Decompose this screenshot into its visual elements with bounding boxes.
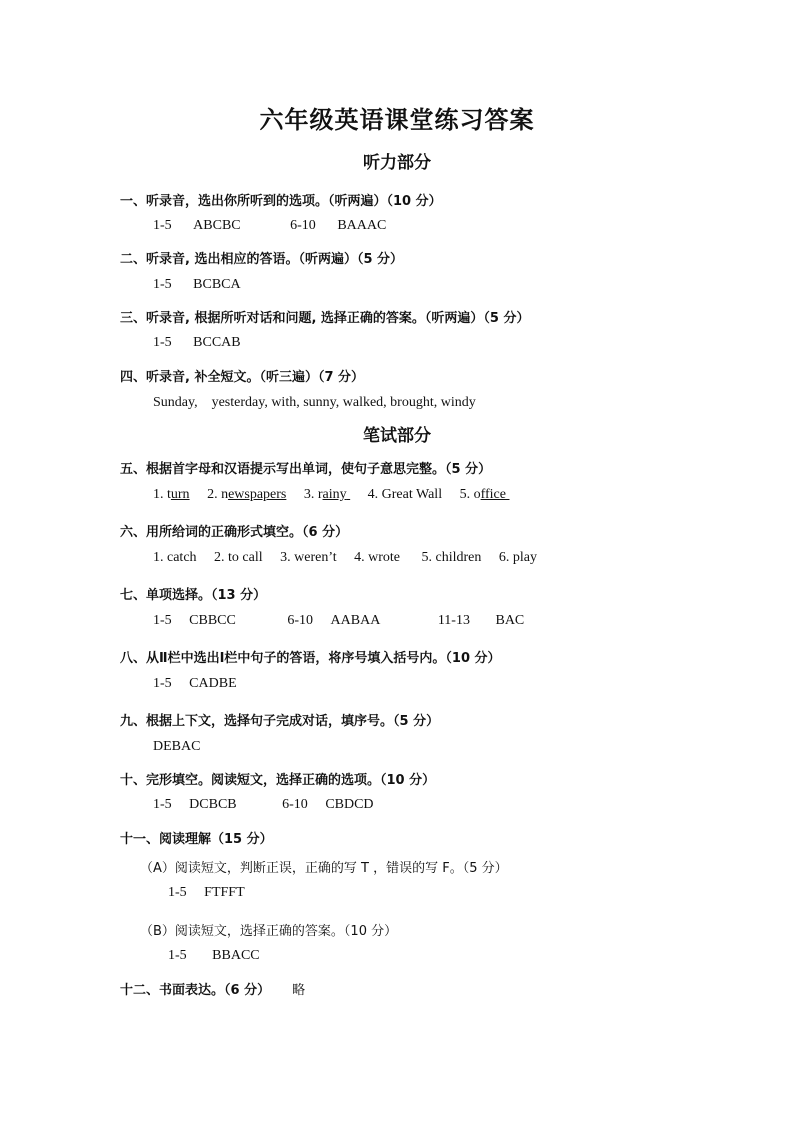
question-4-heading: 四、听录音, 补全短文。（听三遍）（7 分） (120, 370, 365, 385)
answer-value: FTFFT (204, 885, 245, 900)
question-11a-instruction: （A）阅读短文，判断正误，正确的写 T ，错误的写 F。（5 分） (140, 861, 508, 876)
answer-value: BCBCA (193, 277, 241, 292)
answer-item: 4. Great Wall (367, 487, 443, 502)
question-12-heading: 十二、书面表达。（6 分） 略 (120, 983, 306, 998)
answer-item: 3. weren’t (280, 550, 337, 565)
answer-value: DCBCB (189, 797, 237, 812)
question-2-answer (153, 277, 241, 293)
answer-range-label: 1-5 (168, 948, 187, 963)
writing-section-title: 笔试部分 (363, 426, 431, 446)
answer-value: BBACC (212, 948, 260, 963)
question-12-answer: 略 (292, 983, 306, 998)
question-7-heading: 七、单项选择。（13 分） (120, 588, 267, 603)
answer-range-label: 1-5 (153, 797, 172, 812)
answer-value: BAAAC (337, 218, 387, 233)
question-1-heading: 一、听录音，选出你所听到的选项。（听两遍）（10 分） (120, 194, 442, 209)
question-11b-answer (168, 948, 260, 964)
answer-value: BAC (495, 613, 525, 628)
answer-range-label: 6-10 (282, 797, 308, 812)
answer-range-label: 1-5 (153, 676, 172, 691)
question-11a-answer (168, 885, 245, 901)
answer-item: 6. play (498, 550, 538, 565)
question-11-heading: 十一、阅读理解（15 分） (120, 832, 273, 847)
answer-range-label: 1-5 (153, 335, 172, 350)
question-6-heading: 六、用所给词的正确形式填空。（6 分） (120, 525, 349, 540)
question-8-heading: 八、从Ⅱ栏中选出Ⅰ栏中句子的答语，将序号填入括号内。（10 分） (120, 651, 501, 666)
answer-range-label: 11-13 (437, 613, 470, 628)
listening-section-title: 听力部分 (363, 153, 431, 173)
question-8-answer (153, 676, 237, 692)
answer-item: 5. children (421, 550, 482, 565)
question-10-heading: 十、完形填空。阅读短文，选择正确的选项。（10 分） (120, 773, 436, 788)
question-9-answer: DEBAC (153, 739, 201, 754)
question-9-heading: 九、根据上下文，选择句子完成对话，填序号。（5 分） (120, 714, 440, 729)
answer-item: 1. catch (153, 550, 197, 565)
question-6-answer (153, 550, 537, 566)
question-10-answer (153, 797, 374, 813)
answer-range-label: 1-5 (168, 885, 187, 900)
answer-range-label: 6-10 (290, 218, 316, 233)
answer-value: ABCBC (193, 218, 241, 233)
answer-item: 3. rainy (303, 487, 347, 502)
answer-item: 2. to call (214, 550, 263, 565)
question-2-heading: 二、听录音, 选出相应的答语。（听两遍）（5 分） (120, 252, 404, 267)
answer-value: BCCAB (193, 335, 241, 350)
question-7-answer (153, 613, 524, 629)
question-5-heading: 五、根据首字母和汉语提示写出单词，使句子意思完整。（5 分） (120, 462, 492, 477)
question-5-answer (153, 487, 509, 503)
answer-range-label: 1-5 (153, 613, 172, 628)
answer-item: 5. office (459, 487, 506, 502)
answer-item: 4. wrote (354, 550, 401, 565)
question-3-answer (153, 335, 241, 351)
answer-range-label: 6-10 (287, 613, 314, 628)
answer-range-label: 1-5 (153, 277, 172, 292)
answer-item: 1. turn (153, 487, 190, 502)
answer-range-label: 1-5 (153, 218, 172, 233)
question-4-answer: Sunday, yesterday, with, sunny, walked, brought, windy (153, 395, 476, 410)
question-1-answer (153, 218, 386, 234)
question-3-heading: 三、听录音, 根据所听对话和问题, 选择正确的答案。（听两遍）（5 分） (120, 311, 530, 326)
answer-value: CBBCC (189, 613, 236, 628)
answer-value: CBDCD (325, 797, 374, 812)
question-11b-instruction: （B）阅读短文，选择正确的答案。（10 分） (140, 924, 398, 939)
page-title: 六年级英语课堂练习答案 (259, 105, 535, 134)
answer-item: 2. newspapers (207, 487, 287, 502)
answer-value: CADBE (189, 676, 237, 691)
answer-value: AABAA (330, 613, 381, 628)
